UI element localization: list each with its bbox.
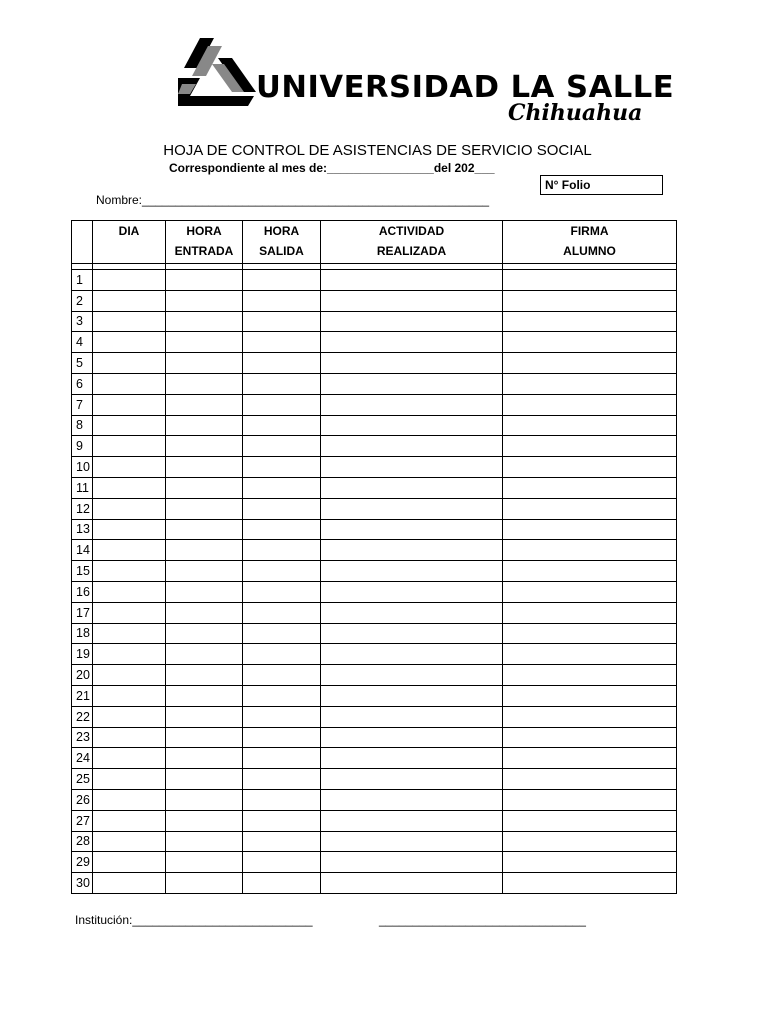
- column-header-dia: [93, 221, 166, 264]
- table-row: [72, 332, 677, 353]
- actividad-cell[interactable]: [321, 394, 503, 415]
- hora-entrada-cell[interactable]: [166, 415, 243, 436]
- hora-salida-cell[interactable]: [243, 602, 321, 623]
- dia-cell[interactable]: [93, 270, 166, 291]
- hora-salida-cell[interactable]: [243, 373, 321, 394]
- table-row: [72, 394, 677, 415]
- hora-salida-cell[interactable]: [243, 394, 321, 415]
- actividad-cell[interactable]: [321, 602, 503, 623]
- actividad-cell[interactable]: [321, 498, 503, 519]
- hora-entrada-cell[interactable]: [166, 685, 243, 706]
- dia-cell[interactable]: [93, 789, 166, 810]
- table-row: [72, 290, 677, 311]
- actividad-cell[interactable]: [321, 270, 503, 291]
- row-number: 18: [72, 623, 93, 644]
- name-field[interactable]: Nombre:____________________________________________________: [96, 193, 490, 207]
- firma-cell[interactable]: [503, 353, 677, 374]
- hora-salida-cell[interactable]: [243, 353, 321, 374]
- dia-cell[interactable]: [93, 706, 166, 727]
- row-number: 15: [72, 561, 93, 582]
- column-header-number: [72, 221, 93, 264]
- header-line: DIA: [118, 224, 140, 238]
- firma-cell[interactable]: [503, 561, 677, 582]
- dia-cell[interactable]: [93, 644, 166, 665]
- actividad-cell[interactable]: [321, 290, 503, 311]
- table-row: [72, 436, 677, 457]
- actividad-cell[interactable]: [321, 831, 503, 852]
- hora-salida-cell[interactable]: [243, 748, 321, 769]
- hora-salida-cell[interactable]: [243, 644, 321, 665]
- dia-cell[interactable]: [93, 581, 166, 602]
- signature-line[interactable]: _______________________________: [379, 913, 586, 927]
- firma-cell[interactable]: [503, 436, 677, 457]
- actividad-cell[interactable]: [321, 685, 503, 706]
- hora-entrada-cell[interactable]: [166, 311, 243, 332]
- row-number: 3: [72, 311, 93, 332]
- actividad-cell[interactable]: [321, 477, 503, 498]
- firma-cell[interactable]: [503, 290, 677, 311]
- firma-cell[interactable]: [503, 457, 677, 478]
- header-line: FIRMA: [570, 224, 609, 238]
- hora-salida-cell[interactable]: [243, 540, 321, 561]
- dia-cell[interactable]: [93, 332, 166, 353]
- university-name: UNIVERSIDAD LA SALLE: [256, 70, 675, 105]
- firma-cell[interactable]: [503, 373, 677, 394]
- actividad-cell[interactable]: [321, 581, 503, 602]
- row-number: 6: [72, 373, 93, 394]
- actividad-cell[interactable]: [321, 644, 503, 665]
- hora-entrada-cell[interactable]: [166, 789, 243, 810]
- hora-entrada-cell[interactable]: [166, 394, 243, 415]
- header-line: ACTIVIDAD: [378, 224, 445, 238]
- table-row: [72, 353, 677, 374]
- hora-entrada-cell[interactable]: [166, 831, 243, 852]
- hora-salida-cell[interactable]: [243, 477, 321, 498]
- actividad-cell[interactable]: [321, 706, 503, 727]
- row-number: 4: [72, 332, 93, 353]
- attendance-table: [71, 220, 677, 894]
- row-number: 14: [72, 540, 93, 561]
- table-row: [72, 477, 677, 498]
- dia-cell[interactable]: [93, 477, 166, 498]
- hora-salida-cell[interactable]: [243, 332, 321, 353]
- firma-cell[interactable]: [503, 519, 677, 540]
- table-row: [72, 706, 677, 727]
- actividad-cell[interactable]: [321, 561, 503, 582]
- column-header-hora-salida: [243, 221, 321, 264]
- dia-cell[interactable]: [93, 353, 166, 374]
- actividad-cell[interactable]: [321, 852, 503, 873]
- hora-entrada-cell[interactable]: [166, 581, 243, 602]
- hora-salida-cell[interactable]: [243, 769, 321, 790]
- row-number: 24: [72, 748, 93, 769]
- table-row: [72, 561, 677, 582]
- row-number: 9: [72, 436, 93, 457]
- hora-entrada-cell[interactable]: [166, 498, 243, 519]
- table-row: [72, 623, 677, 644]
- table-row: [72, 810, 677, 831]
- table-row: [72, 373, 677, 394]
- dia-cell[interactable]: [93, 373, 166, 394]
- actividad-cell[interactable]: [321, 727, 503, 748]
- folio-label: N° Folio: [545, 178, 591, 192]
- row-number: 19: [72, 644, 93, 665]
- table-row: [72, 602, 677, 623]
- row-number: 21: [72, 685, 93, 706]
- hora-salida-cell[interactable]: [243, 581, 321, 602]
- la-salle-emblem-icon: [178, 38, 258, 108]
- row-number: 16: [72, 581, 93, 602]
- firma-cell[interactable]: [503, 602, 677, 623]
- form-title: HOJA DE CONTROL DE ASISTENCIAS DE SERVICIO SOCIAL: [163, 142, 592, 159]
- hora-salida-cell[interactable]: [243, 831, 321, 852]
- table-row: [72, 852, 677, 873]
- dia-cell[interactable]: [93, 810, 166, 831]
- row-number: 5: [72, 353, 93, 374]
- header-line: REALIZADA: [376, 244, 447, 258]
- hora-salida-cell[interactable]: [243, 311, 321, 332]
- row-number: 13: [72, 519, 93, 540]
- hora-entrada-cell[interactable]: [166, 436, 243, 457]
- dia-cell[interactable]: [93, 685, 166, 706]
- dia-cell[interactable]: [93, 852, 166, 873]
- header-line: SALIDA: [259, 244, 304, 258]
- firma-cell[interactable]: [503, 831, 677, 852]
- dia-cell[interactable]: [93, 602, 166, 623]
- table-row: [72, 831, 677, 852]
- firma-cell[interactable]: [503, 706, 677, 727]
- column-header-firma: [503, 221, 677, 264]
- actividad-cell[interactable]: [321, 353, 503, 374]
- hora-entrada-cell[interactable]: [166, 852, 243, 873]
- hora-entrada-cell[interactable]: [166, 873, 243, 894]
- firma-cell[interactable]: [503, 540, 677, 561]
- hora-entrada-cell[interactable]: [166, 477, 243, 498]
- actividad-cell[interactable]: [321, 665, 503, 686]
- dia-cell[interactable]: [93, 415, 166, 436]
- table-row: [72, 873, 677, 894]
- dia-cell[interactable]: [93, 748, 166, 769]
- university-logo: [178, 38, 675, 130]
- actividad-cell[interactable]: [321, 457, 503, 478]
- dia-cell[interactable]: [93, 873, 166, 894]
- table-header-row: [72, 221, 677, 264]
- row-number: 30: [72, 873, 93, 894]
- table-row: [72, 769, 677, 790]
- hora-entrada-cell[interactable]: [166, 748, 243, 769]
- hora-entrada-cell[interactable]: [166, 644, 243, 665]
- dia-cell[interactable]: [93, 769, 166, 790]
- row-number: 7: [72, 394, 93, 415]
- table-row: [72, 311, 677, 332]
- firma-cell[interactable]: [503, 789, 677, 810]
- hora-entrada-cell[interactable]: [166, 540, 243, 561]
- header-line: HORA: [263, 224, 300, 238]
- row-number: 11: [72, 477, 93, 498]
- actividad-cell[interactable]: [321, 519, 503, 540]
- header-line: HORA: [186, 224, 222, 238]
- table-row: [72, 581, 677, 602]
- firma-cell[interactable]: [503, 748, 677, 769]
- dia-cell[interactable]: [93, 394, 166, 415]
- actividad-cell[interactable]: [321, 789, 503, 810]
- row-number: 22: [72, 706, 93, 727]
- firma-cell[interactable]: [503, 852, 677, 873]
- hora-salida-cell[interactable]: [243, 685, 321, 706]
- institution-field[interactable]: Institución:___________________________: [75, 913, 313, 927]
- actividad-cell[interactable]: [321, 873, 503, 894]
- dia-cell[interactable]: [93, 831, 166, 852]
- hora-salida-cell[interactable]: [243, 561, 321, 582]
- hora-salida-cell[interactable]: [243, 457, 321, 478]
- month-field[interactable]: Correspondiente al mes de:________________del 202___: [169, 161, 495, 175]
- row-number: 12: [72, 498, 93, 519]
- hora-salida-cell[interactable]: [243, 873, 321, 894]
- hora-entrada-cell[interactable]: [166, 373, 243, 394]
- column-header-hora-entrada: [166, 221, 243, 264]
- table-row: [72, 789, 677, 810]
- actividad-cell[interactable]: [321, 332, 503, 353]
- table-row: [72, 498, 677, 519]
- hora-salida-cell[interactable]: [243, 436, 321, 457]
- row-number: 23: [72, 727, 93, 748]
- table-row: [72, 270, 677, 291]
- dia-cell[interactable]: [93, 665, 166, 686]
- firma-cell[interactable]: [503, 581, 677, 602]
- actividad-cell[interactable]: [321, 311, 503, 332]
- dia-cell[interactable]: [93, 498, 166, 519]
- hora-salida-cell[interactable]: [243, 706, 321, 727]
- row-number: 28: [72, 831, 93, 852]
- firma-cell[interactable]: [503, 394, 677, 415]
- hora-salida-cell[interactable]: [243, 810, 321, 831]
- actividad-cell[interactable]: [321, 415, 503, 436]
- hora-entrada-cell[interactable]: [166, 706, 243, 727]
- firma-cell[interactable]: [503, 769, 677, 790]
- dia-cell[interactable]: [93, 540, 166, 561]
- hora-salida-cell[interactable]: [243, 623, 321, 644]
- dia-cell[interactable]: [93, 311, 166, 332]
- dia-cell[interactable]: [93, 457, 166, 478]
- table-row: [72, 644, 677, 665]
- campus-name: Chihuahua: [508, 100, 643, 126]
- row-number: 1: [72, 270, 93, 291]
- table-row: [72, 540, 677, 561]
- row-number: 25: [72, 769, 93, 790]
- row-number: 8: [72, 415, 93, 436]
- actividad-cell[interactable]: [321, 436, 503, 457]
- hora-entrada-cell[interactable]: [166, 270, 243, 291]
- hora-salida-cell[interactable]: [243, 852, 321, 873]
- firma-cell[interactable]: [503, 477, 677, 498]
- actividad-cell[interactable]: [321, 748, 503, 769]
- firma-cell[interactable]: [503, 270, 677, 291]
- firma-cell[interactable]: [503, 685, 677, 706]
- hora-salida-cell[interactable]: [243, 498, 321, 519]
- hora-entrada-cell[interactable]: [166, 727, 243, 748]
- dia-cell[interactable]: [93, 436, 166, 457]
- firma-cell[interactable]: [503, 727, 677, 748]
- table-row: [72, 519, 677, 540]
- firma-cell[interactable]: [503, 311, 677, 332]
- firma-cell[interactable]: [503, 332, 677, 353]
- dia-cell[interactable]: [93, 561, 166, 582]
- firma-cell[interactable]: [503, 498, 677, 519]
- dia-cell[interactable]: [93, 623, 166, 644]
- table-row: [72, 457, 677, 478]
- row-number: 10: [72, 457, 93, 478]
- dia-cell[interactable]: [93, 519, 166, 540]
- hora-entrada-cell[interactable]: [166, 457, 243, 478]
- hora-entrada-cell[interactable]: [166, 290, 243, 311]
- firma-cell[interactable]: [503, 665, 677, 686]
- firma-cell[interactable]: [503, 623, 677, 644]
- actividad-cell[interactable]: [321, 810, 503, 831]
- table-row: [72, 685, 677, 706]
- table-row: [72, 415, 677, 436]
- hora-entrada-cell[interactable]: [166, 623, 243, 644]
- actividad-cell[interactable]: [321, 623, 503, 644]
- firma-cell[interactable]: [503, 644, 677, 665]
- row-number: 29: [72, 852, 93, 873]
- hora-salida-cell[interactable]: [243, 789, 321, 810]
- hora-entrada-cell[interactable]: [166, 602, 243, 623]
- folio-box[interactable]: [540, 175, 663, 195]
- hora-entrada-cell[interactable]: [166, 769, 243, 790]
- row-number: 20: [72, 665, 93, 686]
- hora-entrada-cell[interactable]: [166, 810, 243, 831]
- hora-salida-cell[interactable]: [243, 270, 321, 291]
- header-line: ALUMNO: [563, 244, 616, 258]
- table-row: [72, 665, 677, 686]
- actividad-cell[interactable]: [321, 373, 503, 394]
- hora-entrada-cell[interactable]: [166, 561, 243, 582]
- table-row: [72, 748, 677, 769]
- actividad-cell[interactable]: [321, 540, 503, 561]
- hora-salida-cell[interactable]: [243, 665, 321, 686]
- dia-cell[interactable]: [93, 727, 166, 748]
- hora-salida-cell[interactable]: [243, 290, 321, 311]
- dia-cell[interactable]: [93, 290, 166, 311]
- row-number: 27: [72, 810, 93, 831]
- row-number: 2: [72, 290, 93, 311]
- hora-entrada-cell[interactable]: [166, 665, 243, 686]
- firma-cell[interactable]: [503, 810, 677, 831]
- hora-entrada-cell[interactable]: [166, 353, 243, 374]
- column-header-actividad: [321, 221, 503, 264]
- hora-entrada-cell[interactable]: [166, 519, 243, 540]
- firma-cell[interactable]: [503, 415, 677, 436]
- hora-salida-cell[interactable]: [243, 519, 321, 540]
- hora-salida-cell[interactable]: [243, 415, 321, 436]
- hora-salida-cell[interactable]: [243, 727, 321, 748]
- firma-cell[interactable]: [503, 873, 677, 894]
- table-row: [72, 727, 677, 748]
- header-line: ENTRADA: [174, 244, 234, 258]
- row-number: 26: [72, 789, 93, 810]
- actividad-cell[interactable]: [321, 769, 503, 790]
- hora-entrada-cell[interactable]: [166, 332, 243, 353]
- row-number: 17: [72, 602, 93, 623]
